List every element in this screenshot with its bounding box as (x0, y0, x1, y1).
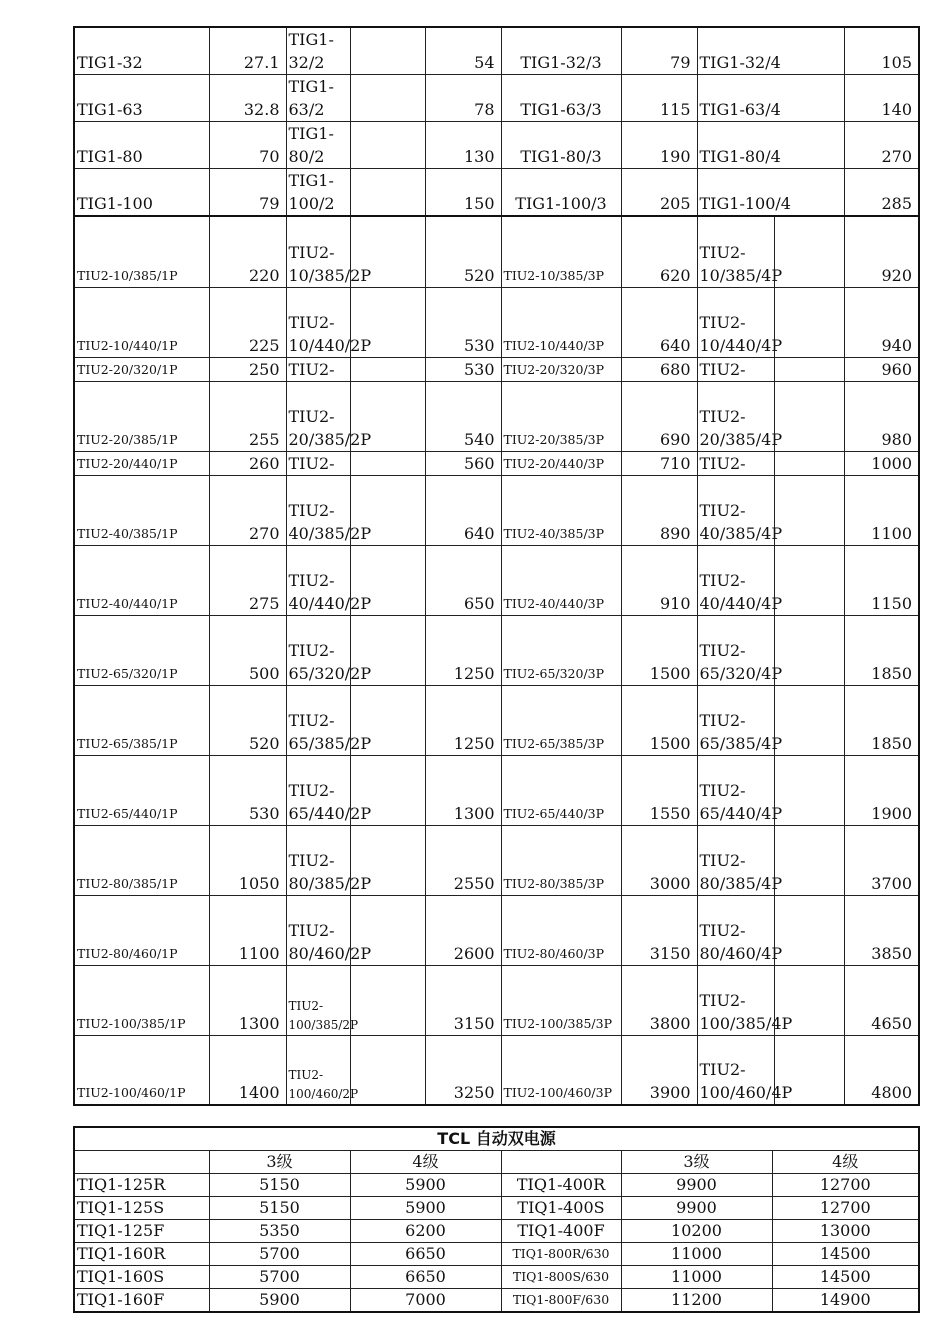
empty-cell (774, 545, 844, 615)
model-4p: TIU2-65/320/4P (697, 615, 774, 685)
model-2p: TIU2-40/385/2P (286, 475, 350, 545)
tcl-price-4-level: 14500 (772, 1266, 919, 1289)
price-2p: 530 (425, 287, 501, 357)
price-2p: 640 (425, 475, 501, 545)
model-2p: TIU2-65/320/2P (286, 615, 350, 685)
price-3p: 1550 (621, 755, 697, 825)
model-1p: TIU2-40/440/1P (74, 545, 209, 615)
model-1p: TIU2-10/440/1P (74, 287, 209, 357)
model-4p: TIU2-40/440/4P (697, 545, 774, 615)
price-4p: 1850 (844, 685, 919, 755)
empty-cell (774, 895, 844, 965)
table-row (74, 27, 919, 75)
price-1p: 27.1 (209, 27, 286, 75)
model-3p: TIG1-80/3 (501, 122, 621, 169)
price-4p: 940 (844, 287, 919, 357)
table-row (74, 825, 919, 895)
tcl-header-3-level: 3级 (209, 1151, 350, 1174)
price-4p: 140 (844, 75, 919, 122)
price-3p: 1500 (621, 685, 697, 755)
table-row (74, 895, 919, 965)
price-3p: 3000 (621, 825, 697, 895)
tcl-price-3-level: 11000 (621, 1243, 772, 1266)
price-4p: 1850 (844, 615, 919, 685)
price-3p: 680 (621, 357, 697, 381)
model-2p: TIU2-80/385/2P (286, 825, 350, 895)
model-1p: TIU2-65/320/1P (74, 615, 209, 685)
table-row (74, 1035, 919, 1105)
empty-cell (774, 381, 844, 451)
price-1p: 250 (209, 357, 286, 381)
model-4p: TIU2-65/440/4P (697, 755, 774, 825)
tcl-model-left: TIQ1-125F (74, 1220, 209, 1243)
model-2p: TIU2-10/385/2P (286, 216, 350, 287)
model-2p: TIG1-80/2 (286, 122, 350, 169)
model-3p: TIU2-40/440/3P (501, 545, 621, 615)
model-4p: TIG1-100/4 (697, 169, 844, 217)
price-4p: 1000 (844, 451, 919, 475)
model-2p: TIU2-65/440/2P (286, 755, 350, 825)
price-2p: 530 (425, 357, 501, 381)
empty-cell (350, 451, 425, 475)
empty-cell (774, 615, 844, 685)
price-3p: 640 (621, 287, 697, 357)
model-4p: TIU2- (697, 451, 774, 475)
tcl-price-3-level: 10200 (621, 1220, 772, 1243)
tcl-model-left: TIQ1-160R (74, 1243, 209, 1266)
tcl-price-4-level: 6650 (350, 1243, 501, 1266)
tcl-table-body (74, 1174, 919, 1313)
price-2p: 78 (425, 75, 501, 122)
price-3p: 890 (621, 475, 697, 545)
model-4p: TIU2-80/460/4P (697, 895, 774, 965)
model-1p: TIG1-63 (74, 75, 209, 122)
model-3p: TIG1-32/3 (501, 27, 621, 75)
price-2p: 150 (425, 169, 501, 217)
price-4p: 1100 (844, 475, 919, 545)
price-3p: 710 (621, 451, 697, 475)
tcl-header-blank (74, 1151, 209, 1174)
price-4p: 1150 (844, 545, 919, 615)
model-4p: TIU2-10/385/4P (697, 216, 774, 287)
model-1p: TIU2-20/385/1P (74, 381, 209, 451)
model-4p: TIU2-80/385/4P (697, 825, 774, 895)
model-1p: TIU2-100/385/1P (74, 965, 209, 1035)
price-3p: 3900 (621, 1035, 697, 1105)
price-4p: 4800 (844, 1035, 919, 1105)
tcl-price-4-level: 14900 (772, 1289, 919, 1313)
tcl-header-row (74, 1151, 919, 1174)
tcl-model-right: TIQ1-800R/630 (501, 1243, 621, 1266)
tcl-price-4-level: 12700 (772, 1197, 919, 1220)
price-4p: 105 (844, 27, 919, 75)
model-3p: TIU2-65/440/3P (501, 755, 621, 825)
table-row (74, 475, 919, 545)
empty-cell (774, 357, 844, 381)
model-4p: TIG1-63/4 (697, 75, 844, 122)
model-3p: TIU2-65/320/3P (501, 615, 621, 685)
tcl-model-right: TIQ1-800F/630 (501, 1289, 621, 1313)
empty-cell (350, 75, 425, 122)
price-3p: 3150 (621, 895, 697, 965)
model-1p: TIG1-100 (74, 169, 209, 217)
price-3p: 79 (621, 27, 697, 75)
price-2p: 1250 (425, 615, 501, 685)
price-3p: 3800 (621, 965, 697, 1035)
model-2p: TIU2-80/460/2P (286, 895, 350, 965)
empty-cell (774, 825, 844, 895)
price-3p: 205 (621, 169, 697, 217)
tcl-price-4-level: 5900 (350, 1197, 501, 1220)
model-1p: TIU2-80/460/1P (74, 895, 209, 965)
tcl-price-4-level: 13000 (772, 1220, 919, 1243)
price-2p: 3150 (425, 965, 501, 1035)
model-4p: TIU2-40/385/4P (697, 475, 774, 545)
tcl-model-left: TIQ1-125S (74, 1197, 209, 1220)
table-row (74, 1220, 919, 1243)
model-2p: TIG1-100/2 (286, 169, 350, 217)
price-table-body (74, 27, 919, 1105)
tcl-price-3-level: 5700 (209, 1266, 350, 1289)
tcl-price-3-level: 11200 (621, 1289, 772, 1313)
table-row (74, 685, 919, 755)
price-3p: 690 (621, 381, 697, 451)
table-row (74, 75, 919, 122)
model-2p: TIU2-20/385/2P (286, 381, 350, 451)
tcl-header-4-level: 4级 (772, 1151, 919, 1174)
price-2p: 560 (425, 451, 501, 475)
price-1p: 32.8 (209, 75, 286, 122)
price-1p: 1300 (209, 965, 286, 1035)
empty-cell (350, 965, 425, 1035)
model-3p: TIU2-20/440/3P (501, 451, 621, 475)
model-3p: TIU2-100/460/3P (501, 1035, 621, 1105)
table-row (74, 1289, 919, 1313)
model-1p: TIU2-40/385/1P (74, 475, 209, 545)
model-2p: TIG1-63/2 (286, 75, 350, 122)
model-3p: TIU2-40/385/3P (501, 475, 621, 545)
model-3p: TIU2-20/385/3P (501, 381, 621, 451)
price-1p: 1100 (209, 895, 286, 965)
price-3p: 1500 (621, 615, 697, 685)
empty-cell (350, 122, 425, 169)
model-1p: TIU2-10/385/1P (74, 216, 209, 287)
table-row (74, 1174, 919, 1197)
model-3p: TIU2-80/385/3P (501, 825, 621, 895)
price-2p: 1300 (425, 755, 501, 825)
empty-cell (774, 451, 844, 475)
price-1p: 255 (209, 381, 286, 451)
empty-cell (350, 1035, 425, 1105)
tcl-price-3-level: 11000 (621, 1266, 772, 1289)
price-1p: 270 (209, 475, 286, 545)
price-2p: 3250 (425, 1035, 501, 1105)
table-row (74, 451, 919, 475)
tcl-price-4-level: 6650 (350, 1266, 501, 1289)
table-row (74, 545, 919, 615)
empty-cell (774, 685, 844, 755)
price-1p: 500 (209, 615, 286, 685)
price-3p: 910 (621, 545, 697, 615)
empty-cell (350, 357, 425, 381)
table-row (74, 287, 919, 357)
price-3p: 620 (621, 216, 697, 287)
table-row (74, 122, 919, 169)
price-2p: 650 (425, 545, 501, 615)
price-4p: 4650 (844, 965, 919, 1035)
empty-cell (774, 216, 844, 287)
tcl-model-right: TIQ1-400S (501, 1197, 621, 1220)
price-2p: 54 (425, 27, 501, 75)
table-row (74, 755, 919, 825)
model-2p: TIG1-32/2 (286, 27, 350, 75)
tcl-header-4-level: 4级 (350, 1151, 501, 1174)
empty-cell (774, 475, 844, 545)
model-4p: TIG1-80/4 (697, 122, 844, 169)
model-4p: TIU2- (697, 357, 774, 381)
price-2p: 1250 (425, 685, 501, 755)
table-row (74, 1197, 919, 1220)
price-1p: 1050 (209, 825, 286, 895)
model-3p: TIU2-10/385/3P (501, 216, 621, 287)
model-1p: TIG1-32 (74, 27, 209, 75)
tcl-price-4-level: 14500 (772, 1243, 919, 1266)
model-2p: TIU2- (286, 357, 350, 381)
table-row (74, 169, 919, 217)
model-1p: TIU2-100/460/1P (74, 1035, 209, 1105)
tcl-model-left: TIQ1-125R (74, 1174, 209, 1197)
price-4p: 3850 (844, 895, 919, 965)
price-2p: 540 (425, 381, 501, 451)
model-4p: TIU2-65/385/4P (697, 685, 774, 755)
price-2p: 2550 (425, 825, 501, 895)
table-row (74, 381, 919, 451)
tcl-model-right: TIQ1-400R (501, 1174, 621, 1197)
model-3p: TIU2-10/440/3P (501, 287, 621, 357)
tcl-header-blank (501, 1151, 621, 1174)
tcl-price-3-level: 5700 (209, 1243, 350, 1266)
price-4p: 3700 (844, 825, 919, 895)
tcl-model-right: TIQ1-400F (501, 1220, 621, 1243)
price-3p: 115 (621, 75, 697, 122)
tcl-header-3-level: 3级 (621, 1151, 772, 1174)
table-row (74, 357, 919, 381)
tcl-price-4-level: 12700 (772, 1174, 919, 1197)
tcl-price-3-level: 5150 (209, 1174, 350, 1197)
model-1p: TIU2-80/385/1P (74, 825, 209, 895)
model-2p: TIU2-10/440/2P (286, 287, 350, 357)
price-1p: 70 (209, 122, 286, 169)
model-4p: TIU2-100/385/4P (697, 965, 774, 1035)
price-1p: 225 (209, 287, 286, 357)
empty-cell (350, 169, 425, 217)
model-4p: TIU2-100/460/4P (697, 1035, 774, 1105)
price-table (73, 26, 920, 1106)
price-4p: 285 (844, 169, 919, 217)
model-1p: TIU2-65/385/1P (74, 685, 209, 755)
tcl-price-3-level: 9900 (621, 1174, 772, 1197)
model-3p: TIG1-63/3 (501, 75, 621, 122)
price-1p: 220 (209, 216, 286, 287)
model-3p: TIU2-65/385/3P (501, 685, 621, 755)
tcl-price-3-level: 5900 (209, 1289, 350, 1313)
model-4p: TIU2-20/385/4P (697, 381, 774, 451)
price-1p: 530 (209, 755, 286, 825)
price-4p: 270 (844, 122, 919, 169)
price-4p: 1900 (844, 755, 919, 825)
model-1p: TIU2-65/440/1P (74, 755, 209, 825)
tcl-title-row (74, 1127, 919, 1151)
model-2p: TIU2-65/385/2P (286, 685, 350, 755)
price-2p: 520 (425, 216, 501, 287)
tcl-price-3-level: 5150 (209, 1197, 350, 1220)
tcl-price-4-level: 5900 (350, 1174, 501, 1197)
model-3p: TIU2-100/385/3P (501, 965, 621, 1035)
model-1p: TIG1-80 (74, 122, 209, 169)
model-1p: TIU2-20/320/1P (74, 357, 209, 381)
price-4p: 960 (844, 357, 919, 381)
price-2p: 2600 (425, 895, 501, 965)
tcl-price-4-level: 6200 (350, 1220, 501, 1243)
tcl-price-3-level: 9900 (621, 1197, 772, 1220)
empty-cell (774, 287, 844, 357)
tcl-model-left: TIQ1-160S (74, 1266, 209, 1289)
model-3p: TIU2-20/320/3P (501, 357, 621, 381)
price-1p: 79 (209, 169, 286, 217)
model-1p: TIU2-20/440/1P (74, 451, 209, 475)
price-2p: 130 (425, 122, 501, 169)
price-4p: 920 (844, 216, 919, 287)
price-1p: 1400 (209, 1035, 286, 1105)
tcl-model-left: TIQ1-160F (74, 1289, 209, 1313)
table-row (74, 216, 919, 287)
model-3p: TIG1-100/3 (501, 169, 621, 217)
model-4p: TIG1-32/4 (697, 27, 844, 75)
empty-cell (774, 755, 844, 825)
model-2p: TIU2-40/440/2P (286, 545, 350, 615)
model-3p: TIU2-80/460/3P (501, 895, 621, 965)
model-4p: TIU2-10/440/4P (697, 287, 774, 357)
table-row (74, 1243, 919, 1266)
price-3p: 190 (621, 122, 697, 169)
tcl-title: TCL 自动双电源 (74, 1127, 919, 1151)
price-1p: 275 (209, 545, 286, 615)
table-row (74, 965, 919, 1035)
price-1p: 520 (209, 685, 286, 755)
table-row (74, 1266, 919, 1289)
model-2p: TIU2-100/385/2P (286, 965, 350, 1035)
tcl-price-4-level: 7000 (350, 1289, 501, 1313)
tcl-transfer-switch-table (73, 1126, 920, 1313)
empty-cell (350, 27, 425, 75)
tcl-price-3-level: 5350 (209, 1220, 350, 1243)
model-2p: TIU2-100/460/2P (286, 1035, 350, 1105)
model-2p: TIU2- (286, 451, 350, 475)
table-row (74, 615, 919, 685)
price-4p: 980 (844, 381, 919, 451)
tcl-model-right: TIQ1-800S/630 (501, 1266, 621, 1289)
price-1p: 260 (209, 451, 286, 475)
